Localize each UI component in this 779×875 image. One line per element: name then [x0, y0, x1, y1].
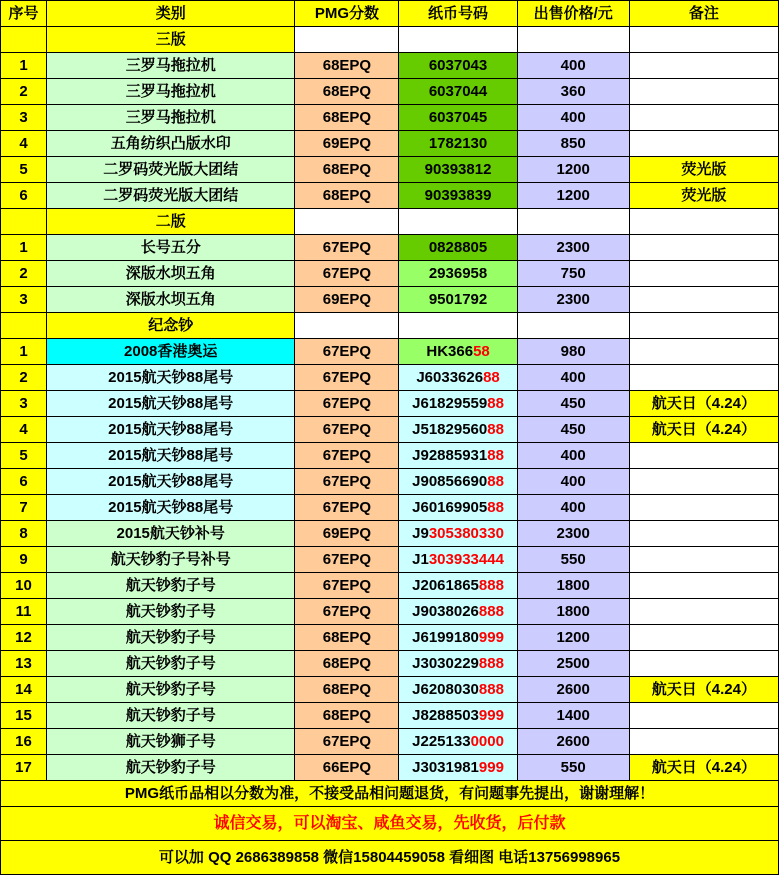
cell-category: 航天钞豹子号	[47, 703, 295, 729]
cell-remark	[629, 573, 778, 599]
table-row	[1, 79, 779, 105]
table-row	[1, 469, 779, 495]
cell-category: 三罗马拖拉机	[47, 53, 295, 79]
cell-remark	[629, 651, 778, 677]
cell-seq: 2	[1, 79, 47, 105]
cell-category: 2015航天钞88尾号	[47, 417, 295, 443]
serial-base: J8288503	[412, 707, 479, 724]
section-blank-cell	[295, 27, 399, 53]
cell-seq: 11	[1, 599, 47, 625]
serial-highlight: 88	[487, 395, 504, 412]
serial-base: 0828805	[428, 239, 488, 256]
cell-pmg-score: 67EPQ	[295, 261, 399, 287]
cell-category: 航天钞豹子号	[47, 677, 295, 703]
cell-category: 深版水坝五角	[47, 261, 295, 287]
cell-category: 航天钞豹子号	[47, 651, 295, 677]
cell-seq: 1	[1, 339, 47, 365]
cell-pmg-score: 69EPQ	[295, 521, 399, 547]
cell-category: 2015航天钞88尾号	[47, 443, 295, 469]
table-row	[1, 157, 779, 183]
cell-seq: 7	[1, 495, 47, 521]
cell-serial	[399, 235, 517, 261]
cell-pmg-score: 68EPQ	[295, 625, 399, 651]
cell-seq: 15	[1, 703, 47, 729]
cell-price: 1400	[517, 703, 629, 729]
cell-seq: 1	[1, 53, 47, 79]
cell-serial	[399, 651, 517, 677]
cell-seq: 6	[1, 183, 47, 209]
table-row	[1, 729, 779, 755]
cell-pmg-score: 66EPQ	[295, 755, 399, 781]
cell-category: 航天钞狮子号	[47, 729, 295, 755]
header-col-category: 类别	[47, 1, 295, 27]
cell-pmg-score: 67EPQ	[295, 365, 399, 391]
cell-seq: 4	[1, 131, 47, 157]
cell-remark: 航天日（4.24）	[629, 677, 778, 703]
serial-base: HK366	[426, 343, 474, 360]
cell-pmg-score: 67EPQ	[295, 391, 399, 417]
table-row	[1, 105, 779, 131]
serial-highlight: 999	[478, 629, 504, 646]
cell-seq: 17	[1, 755, 47, 781]
cell-price: 2300	[517, 287, 629, 313]
cell-serial	[399, 677, 517, 703]
table-row	[1, 495, 779, 521]
cell-seq: 5	[1, 443, 47, 469]
cell-remark	[629, 729, 778, 755]
cell-serial	[399, 625, 517, 651]
table-row	[1, 755, 779, 781]
table-row	[1, 417, 779, 443]
serial-base: J225133	[412, 733, 471, 750]
serial-highlight: 88	[487, 499, 504, 516]
cell-price: 850	[517, 131, 629, 157]
cell-pmg-score: 68EPQ	[295, 157, 399, 183]
cell-category: 航天钞豹子号	[47, 573, 295, 599]
cell-serial	[399, 183, 517, 209]
cell-serial	[399, 703, 517, 729]
footer-note-2	[1, 807, 779, 841]
cell-price: 1200	[517, 183, 629, 209]
cell-serial	[399, 391, 517, 417]
section-title: 三版	[47, 27, 295, 53]
table-row	[1, 677, 779, 703]
cell-pmg-score: 67EPQ	[295, 235, 399, 261]
cell-remark	[629, 495, 778, 521]
table-row	[1, 521, 779, 547]
cell-remark: 荧光版	[629, 183, 778, 209]
serial-base: J1	[412, 551, 429, 568]
cell-seq: 12	[1, 625, 47, 651]
serial-base: J9038026	[412, 603, 479, 620]
cell-serial	[399, 729, 517, 755]
cell-remark	[629, 287, 778, 313]
cell-price: 2300	[517, 235, 629, 261]
cell-pmg-score: 67EPQ	[295, 495, 399, 521]
section-blank-cell	[399, 209, 517, 235]
header-col-price: 出售价格/元	[517, 1, 629, 27]
cell-category: 深版水坝五角	[47, 287, 295, 313]
serial-base: 9501792	[428, 291, 488, 308]
serial-highlight: 88	[487, 421, 504, 438]
cell-pmg-score: 69EPQ	[295, 287, 399, 313]
serial-base: J90856690	[412, 473, 488, 490]
serial-base: 2936958	[428, 265, 488, 282]
table-body	[1, 27, 779, 781]
cell-serial	[399, 495, 517, 521]
table-row	[1, 261, 779, 287]
cell-remark	[629, 105, 778, 131]
cell-price: 1800	[517, 573, 629, 599]
cell-remark	[629, 469, 778, 495]
serial-base: 6037044	[428, 83, 488, 100]
cell-serial	[399, 53, 517, 79]
serial-base: 1782130	[428, 135, 488, 152]
cell-seq: 9	[1, 547, 47, 573]
section-blank-cell	[517, 209, 629, 235]
cell-serial	[399, 599, 517, 625]
cell-serial	[399, 443, 517, 469]
header-col-serial: 纸币号码	[399, 1, 517, 27]
footer-line-2: 诚信交易，可以淘宝、咸鱼交易，先收货，后付款	[1, 807, 779, 841]
section-seq-blank	[1, 27, 47, 53]
cell-pmg-score: 68EPQ	[295, 703, 399, 729]
cell-seq: 4	[1, 417, 47, 443]
serial-base: J3030229	[412, 655, 479, 672]
cell-seq: 2	[1, 365, 47, 391]
cell-category: 航天钞豹子号	[47, 755, 295, 781]
cell-pmg-score: 67EPQ	[295, 469, 399, 495]
table-row	[1, 443, 779, 469]
serial-highlight: 999	[478, 707, 504, 724]
serial-base: J51829560	[412, 421, 488, 438]
table-header	[1, 1, 779, 27]
cell-remark	[629, 443, 778, 469]
cell-category: 2015航天钞88尾号	[47, 495, 295, 521]
cell-category: 2015航天钞补号	[47, 521, 295, 547]
serial-highlight: 0000	[470, 733, 504, 750]
cell-serial	[399, 157, 517, 183]
serial-base: J61829559	[412, 395, 488, 412]
cell-serial	[399, 261, 517, 287]
table-row	[1, 365, 779, 391]
serial-base: J60169905	[412, 499, 488, 516]
cell-serial	[399, 339, 517, 365]
section-blank-cell	[295, 209, 399, 235]
cell-category: 2015航天钞88尾号	[47, 469, 295, 495]
cell-serial	[399, 547, 517, 573]
cell-pmg-score: 68EPQ	[295, 183, 399, 209]
cell-serial	[399, 105, 517, 131]
serial-base: J9	[412, 525, 429, 542]
cell-remark: 航天日（4.24）	[629, 391, 778, 417]
table-footer	[1, 781, 779, 875]
section-row	[1, 209, 779, 235]
cell-category: 五角纺织凸版水印	[47, 131, 295, 157]
cell-pmg-score: 67EPQ	[295, 547, 399, 573]
serial-highlight: 88	[487, 447, 504, 464]
cell-pmg-score: 68EPQ	[295, 105, 399, 131]
cell-remark	[629, 547, 778, 573]
serial-base: 90393812	[424, 161, 492, 178]
cell-price: 1800	[517, 599, 629, 625]
cell-serial	[399, 573, 517, 599]
cell-seq: 1	[1, 235, 47, 261]
cell-category: 2015航天钞88尾号	[47, 365, 295, 391]
footer-note-3	[1, 841, 779, 875]
cell-category: 三罗马拖拉机	[47, 105, 295, 131]
serial-base: J6199180	[412, 629, 479, 646]
cell-price: 750	[517, 261, 629, 287]
cell-price: 2600	[517, 677, 629, 703]
cell-seq: 5	[1, 157, 47, 183]
cell-price: 450	[517, 391, 629, 417]
section-blank-cell	[517, 313, 629, 339]
cell-pmg-score: 67EPQ	[295, 339, 399, 365]
cell-seq: 14	[1, 677, 47, 703]
table-row	[1, 131, 779, 157]
cell-category: 2015航天钞88尾号	[47, 391, 295, 417]
section-seq-blank	[1, 313, 47, 339]
serial-base: J2061865	[412, 577, 479, 594]
section-title: 二版	[47, 209, 295, 235]
section-blank-cell	[629, 313, 778, 339]
section-blank-cell	[629, 209, 778, 235]
cell-seq: 8	[1, 521, 47, 547]
cell-price: 400	[517, 105, 629, 131]
table-row	[1, 183, 779, 209]
cell-price: 400	[517, 443, 629, 469]
cell-seq: 3	[1, 287, 47, 313]
cell-category: 航天钞豹子号补号	[47, 547, 295, 573]
serial-highlight: 88	[487, 473, 504, 490]
cell-category: 三罗马拖拉机	[47, 79, 295, 105]
cell-pmg-score: 68EPQ	[295, 677, 399, 703]
cell-seq: 3	[1, 391, 47, 417]
cell-seq: 16	[1, 729, 47, 755]
cell-seq: 13	[1, 651, 47, 677]
cell-serial	[399, 287, 517, 313]
section-row	[1, 313, 779, 339]
cell-remark	[629, 235, 778, 261]
header-col-remark: 备注	[629, 1, 778, 27]
cell-pmg-score: 68EPQ	[295, 53, 399, 79]
serial-highlight: 303933444	[428, 551, 504, 568]
table-row	[1, 651, 779, 677]
cell-remark	[629, 261, 778, 287]
cell-seq: 2	[1, 261, 47, 287]
serial-highlight: 888	[478, 655, 504, 672]
cell-remark	[629, 703, 778, 729]
serial-base: J6033626	[416, 369, 484, 386]
section-seq-blank	[1, 209, 47, 235]
cell-price: 2500	[517, 651, 629, 677]
cell-seq: 10	[1, 573, 47, 599]
cell-category: 航天钞豹子号	[47, 625, 295, 651]
cell-price: 980	[517, 339, 629, 365]
section-title: 纪念钞	[47, 313, 295, 339]
serial-highlight: 999	[478, 759, 504, 776]
cell-price: 360	[517, 79, 629, 105]
cell-seq: 6	[1, 469, 47, 495]
table-row	[1, 573, 779, 599]
cell-pmg-score: 67EPQ	[295, 417, 399, 443]
section-blank-cell	[295, 313, 399, 339]
cell-category: 长号五分	[47, 235, 295, 261]
cell-pmg-score: 67EPQ	[295, 729, 399, 755]
cell-serial	[399, 79, 517, 105]
table-row	[1, 339, 779, 365]
table-row	[1, 599, 779, 625]
serial-base: 90393839	[424, 187, 492, 204]
section-blank-cell	[517, 27, 629, 53]
cell-serial	[399, 755, 517, 781]
table-row	[1, 391, 779, 417]
cell-remark	[629, 339, 778, 365]
serial-base: J92885931	[412, 447, 488, 464]
cell-price: 400	[517, 495, 629, 521]
section-blank-cell	[629, 27, 778, 53]
footer-line-1: PMG纸币品相以分数为准，不接受品相问题退货，有问题事先提出，谢谢理解！	[1, 781, 779, 807]
table-row	[1, 625, 779, 651]
serial-highlight: 305380330	[428, 525, 504, 542]
table-row	[1, 53, 779, 79]
cell-serial	[399, 417, 517, 443]
cell-price: 450	[517, 417, 629, 443]
table-row	[1, 287, 779, 313]
serial-base: 6037045	[428, 109, 488, 126]
header-col-pmg-score: PMG分数	[295, 1, 399, 27]
cell-price: 400	[517, 53, 629, 79]
footer-line-3: 可以加 QQ 2686389858 微信15804459058 看细图 电话13756998965	[1, 841, 779, 875]
cell-price: 400	[517, 469, 629, 495]
cell-price: 550	[517, 755, 629, 781]
serial-base: 6037043	[428, 57, 488, 74]
cell-price: 2300	[517, 521, 629, 547]
serial-highlight: 888	[478, 603, 504, 620]
table-row	[1, 547, 779, 573]
serial-highlight: 888	[478, 577, 504, 594]
cell-serial	[399, 469, 517, 495]
cell-category: 2008香港奥运	[47, 339, 295, 365]
cell-category: 二罗码荧光版大团结	[47, 157, 295, 183]
cell-remark: 荧光版	[629, 157, 778, 183]
cell-remark	[629, 521, 778, 547]
cell-remark	[629, 79, 778, 105]
cell-remark	[629, 599, 778, 625]
serial-base: J3031981	[412, 759, 479, 776]
cell-pmg-score: 69EPQ	[295, 131, 399, 157]
cell-price: 2600	[517, 729, 629, 755]
cell-seq: 3	[1, 105, 47, 131]
cell-remark: 航天日（4.24）	[629, 755, 778, 781]
cell-price: 1200	[517, 157, 629, 183]
serial-highlight: 88	[483, 369, 500, 386]
cell-price: 400	[517, 365, 629, 391]
cell-remark: 航天日（4.24）	[629, 417, 778, 443]
cell-remark	[629, 131, 778, 157]
cell-serial	[399, 365, 517, 391]
section-blank-cell	[399, 313, 517, 339]
cell-price: 1200	[517, 625, 629, 651]
cell-category: 二罗码荧光版大团结	[47, 183, 295, 209]
serial-base: J6208030	[412, 681, 479, 698]
cell-serial	[399, 131, 517, 157]
serial-highlight: 58	[473, 343, 490, 360]
cell-remark	[629, 53, 778, 79]
footer-note-1	[1, 781, 779, 807]
cell-remark	[629, 625, 778, 651]
section-blank-cell	[399, 27, 517, 53]
cell-serial	[399, 521, 517, 547]
cell-pmg-score: 68EPQ	[295, 79, 399, 105]
cell-pmg-score: 67EPQ	[295, 573, 399, 599]
header-col-seq: 序号	[1, 1, 47, 27]
cell-pmg-score: 67EPQ	[295, 599, 399, 625]
section-row	[1, 27, 779, 53]
cell-pmg-score: 67EPQ	[295, 443, 399, 469]
cell-price: 550	[517, 547, 629, 573]
table-row	[1, 703, 779, 729]
cell-pmg-score: 68EPQ	[295, 651, 399, 677]
cell-category: 航天钞豹子号	[47, 599, 295, 625]
table-row	[1, 235, 779, 261]
cell-remark	[629, 365, 778, 391]
serial-highlight: 888	[478, 681, 504, 698]
